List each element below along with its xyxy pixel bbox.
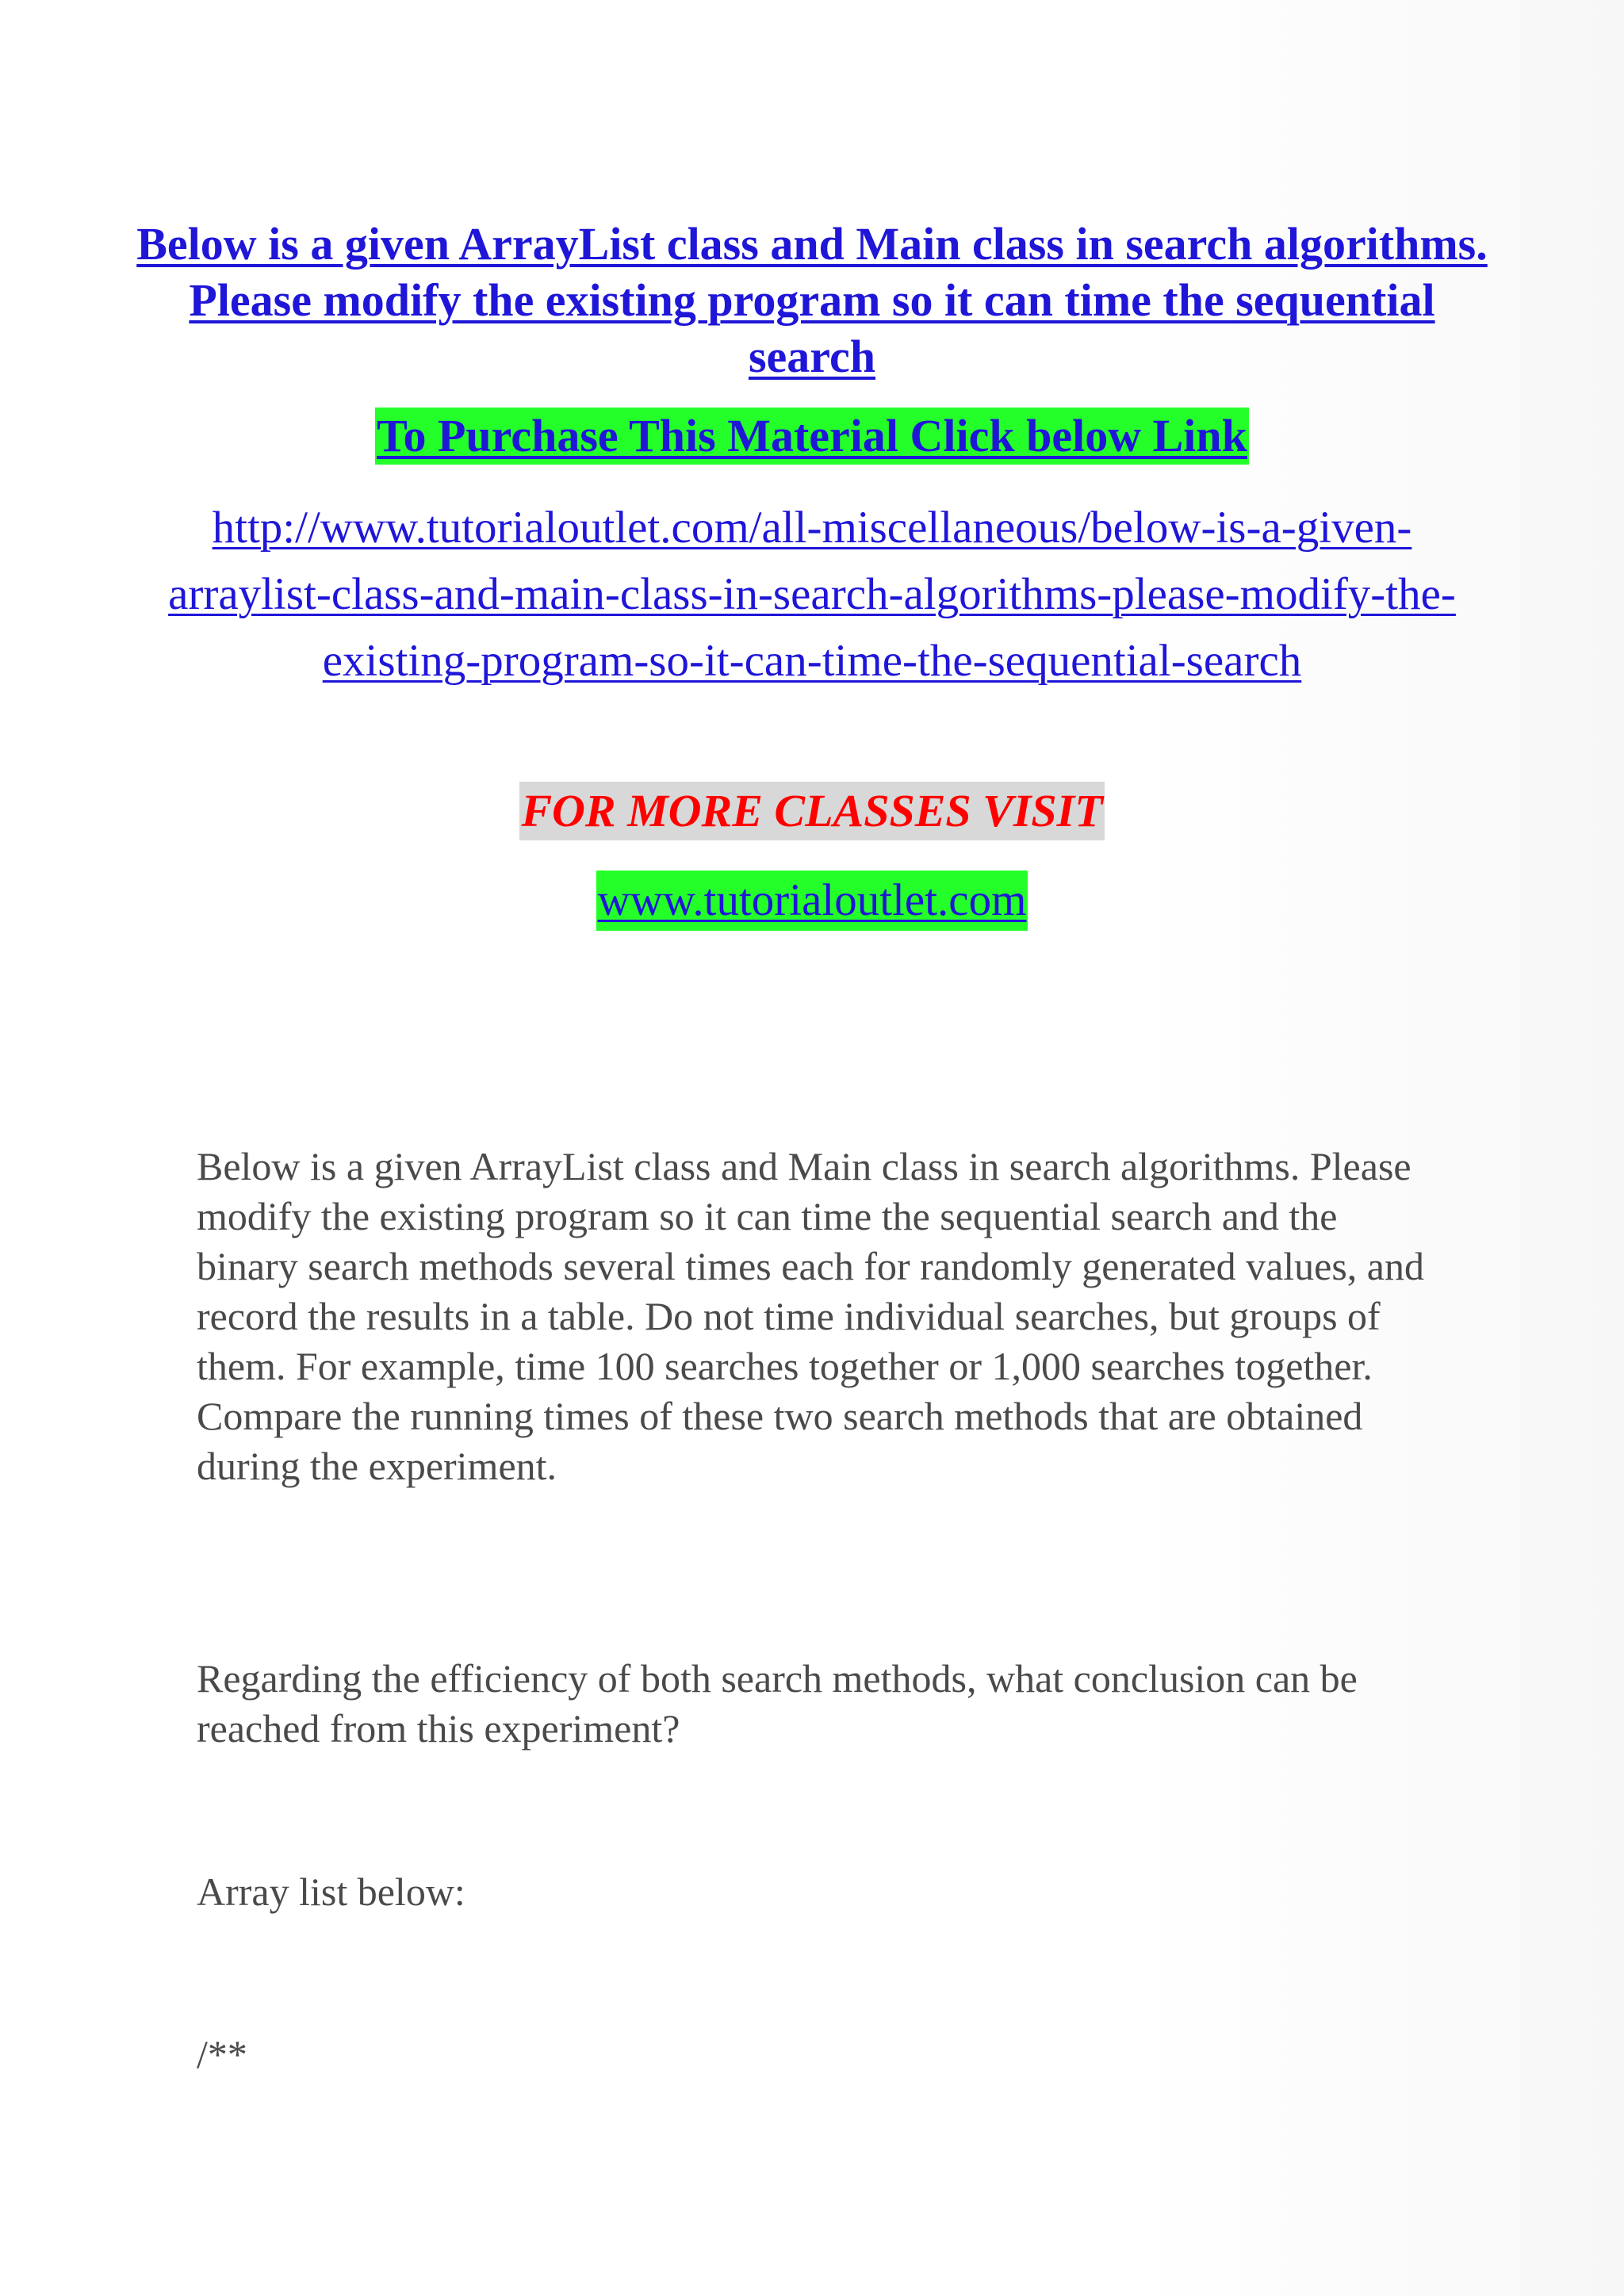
body-paragraph-2: Regarding the efficiency of both search methods, what conclusion can be reached from this experiment? [197,1656,1358,1751]
more-classes-container [0,782,1624,840]
body-paragraph-3: Array list below: [197,1869,465,1914]
purchase-link-container [0,408,1624,465]
purchase-material-link[interactable]: To Purchase This Material Click below Link [375,408,1249,465]
more-classes-label: FOR MORE CLASSES VISIT [519,782,1104,840]
site-link-container [0,871,1624,931]
purchase-url-link[interactable]: http://www.tutorialoutlet.com/all-miscellaneous/below-is-a-given-arraylist-class-and-main-class-in-search-algorithms-please-modify-the-existing-program-so-it-can-time-the-sequential-search [168,503,1456,686]
site-url-link[interactable]: www.tutorialoutlet.com [596,871,1028,931]
document-title-link[interactable]: Below is a given ArrayList class and Main class in search algorithms. Please modify the existing program so it can time the sequential search [136,218,1488,382]
body-paragraph-1: Below is a given ArrayList class and Main class in search algorithms. Please modify the existing program so it can time the sequential search and the binary search methods several times each for randomly generated values, and record the results in a table. Do not time individual searches, but groups of them. For example, time 100 searches together or 1,000 searches together. Compare the running times of these two search methods that are obtained during the experiment. [197,1144,1424,1488]
code-comment-start: /** [197,2032,247,2076]
